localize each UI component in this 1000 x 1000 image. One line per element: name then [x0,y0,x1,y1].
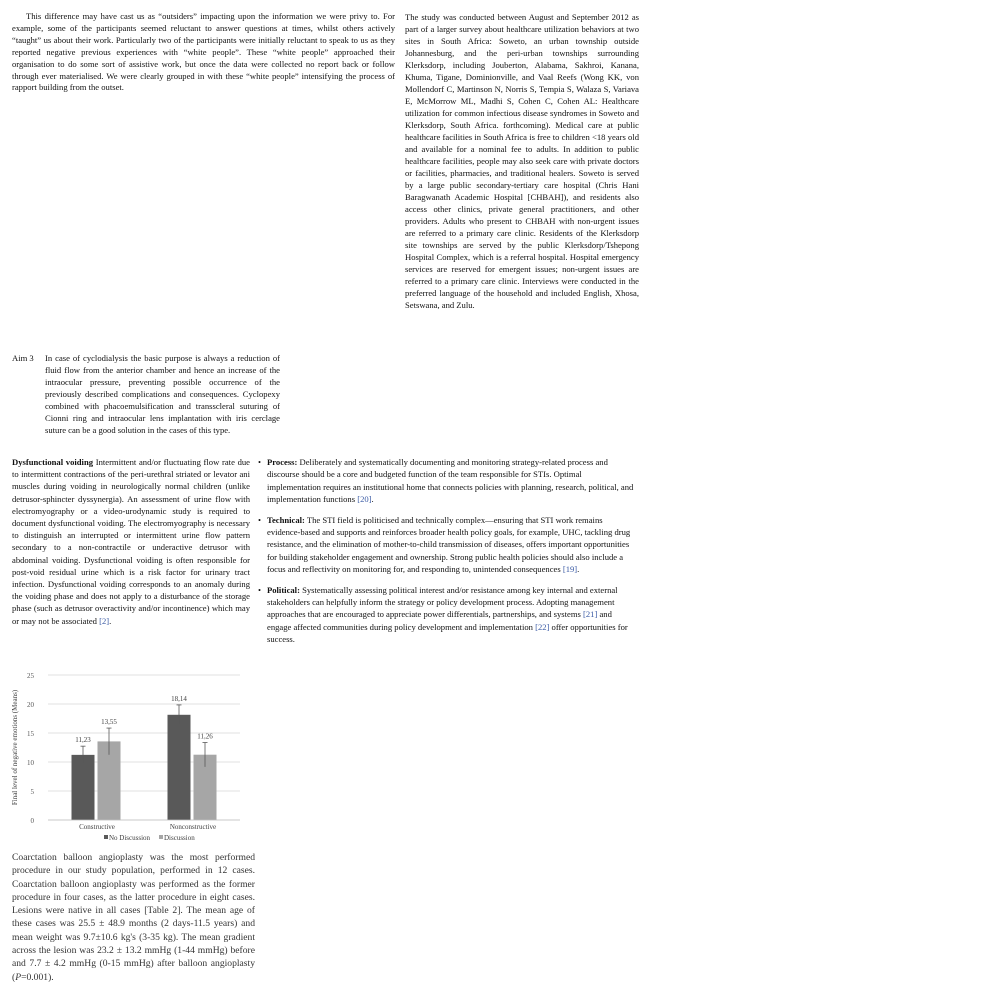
bullet-marker: • [258,584,262,595]
list-item-term: Political: [267,584,300,595]
citation-link[interactable]: [22] [535,621,550,632]
x-tick-label: Nonconstructive [169,823,217,831]
definition-text: Intermittent and/or fluctuating flow rate due to intermittent contractions of the peri-urethral striated or levator ani muscles during voiding in neurologically normal children (unlike detrusor-sphincter dyssynergia). An assessment of urine flow with electromyography or a video-urodynamic study is required to document dysfunctional voiding. The electromyography is necessary to distinguish an interrupted or intermittent urine flow pattern secondary to a non-contractile or underactive detrusor with abdominal voiding. Dysfunctional voiding is often responsible for post-void residual urine which is a risk factor for urinary tract infection. Dysfunctional voiding corresponds to an anomaly during the voiding phase and does not apply to a disturbance of the storage phase (such as detrusor overactivity and/or incontinence) which may or may not be associated [12,457,250,626]
definition-dysfunctional-voiding: Dysfunctional voiding Intermittent and/or fluctuating flow rate due to intermittent contractions of the peri-urethral striated or levator ani muscles during voiding in neurologically normal children (unlike detrusor-sphincter dyssynergia). An assessment of urine flow with electromyography or a video-urodynamic study is required to document dysfunctional voiding. The electromyography is necessary to distinguish an interrupted or intermittent urine flow pattern secondary to a non-contractile or underactive detrusor with abdominal voiding. Dysfunctional voiding is often responsible for post-void residual urine which is a risk factor for urinary tract infection. Dysfunctional voiding corresponds to an anomaly during the voiding phase and does not apply to a disturbance of the storage phase (such as detrusor overactivity and/or incontinence) which may or may not be associated [2]. [12,457,250,626]
aim-label: Aim 3 [12,353,34,363]
list-item-term: Technical: [267,514,305,525]
aim-3-item [12,352,280,436]
bar-chart [8,665,248,845]
body-paragraph-outsiders: This difference may have cast us as “outsiders” impacting upon the information we were privy to. For example, some of the participants seemed reluctant to answer questions at times, whilst others actively “taught” us about their work. Particularly two of the participants were initially reluctant to speak to us as they reported negative previous experiences with “white people”. These “white people” approached their organisation to do some sort of assistive work, but once the data were collected no report back or follow through ever materialised. We were clearly grouped in with these “white people” intensifying the process of rapport building from the outset. [12,11,395,93]
citation-link[interactable]: [20] [357,494,372,505]
list-item-process: • Process: Deliberately and systematically documenting and monitoring strategy-related process and discourse should be a core and budgeted function of the team responsible for STIs. Optimal implementation requires an institutional home that connects policies with planning, research, political, and implementation functions [20]. [258,457,634,505]
data-label: 18,14 [171,694,187,703]
definition-term: Dysfunctional voiding [12,457,94,467]
list-item-technical: • Technical: The STI field is politicised and technically complex—ensuring that STI work remains evidence-based and supports and reinforces broader health policy goals, for example, UHC, tackling drug resistance, and the elimination of mother-to-child transmission of diseases, offers important opportunities for building stakeholder engagement and ownership. Strong public health policies should also include a focus and reflectivity on monitoring for, and responding to, unintended consequences [19]. [258,514,631,575]
y-axis-label: Final level of negative emotions (Means) [11,689,19,806]
data-label: 13,55 [101,718,117,727]
citation-link[interactable]: [2] [99,615,110,626]
bar [168,715,191,820]
body-paragraph-study-setting: The study was conducted between August and September 2012 as part of a larger survey about healthcare utilization behaviors at two sites in South Africa: Soweto, an urban township outside Johannesburg, and the peri-urban townships surrounding Klerksdorp, including Jouberton, Alabama, Sakhroi, Kanana, Khuma, Tigane, Dominionville, and Vaal Reefs (Wong KK, von Mollendorf C, Martinson N, Norris S, Tempia S, Walaza S, Variava E, McMorrow ML, Madhi S, Cohen C, Cohen AL: Healthcare utilization for common infectious disease syndromes in Soweto and Klerksdorp, South Africa. forthcoming). Medical care at public healthcare facilities in South Africa is free to children <18 years old and available for a nominal fee to adults. In addition to public healthcare facilities, people may also seek care with private doctors or facilities, pharmacies, and traditional healers. Soweto is served by a large public secondary-tertiary care hospital (Chris Hani Baragwanath Academic Hospital [CHBAH]), and residents also access other clinics, private general practitioners, and other providers. Adults who present to CHBAH with non-urgent issues are referred to a primary care clinic. Residents of the Klerksdorp site townships are served by the public Klerksdorp/Tshepong Hospital Complex, which is a referral hospital. Hospital emergency services are reserved for emergent issues; non-urgent issues are referred to a primary care clinic. Interviews were conducted in the preferred language of the household and included English, Xhosa, Setswana, and Zulu. [405,12,639,310]
citation-link[interactable]: [19] [562,564,578,575]
data-label: 11,23 [75,736,91,745]
x-tick-label: Constructive [79,823,115,831]
list-item-term: Process: [267,457,298,467]
legend-swatch [104,835,108,839]
legend-label: Discussion [164,834,195,842]
y-tick-label: 15 [27,730,34,738]
y-tick-label: 5 [30,788,34,796]
y-tick-label: 20 [27,701,34,709]
aim-text: In case of cyclodialysis the basic purpose is always a reduction of fluid flow from the anterior chamber and hence an increase of the intraocular pressure, preventing possible occurrence of the previously described complications and consequences. Cyclopexy combined with phacoemulsification and transscleral suturing of Cionni ring and intraocular lens implantation with iris cerclage suture can be a good solution in the cases of this type. [45,353,280,435]
legend-swatch [159,835,163,839]
bullet-marker: • [258,514,262,525]
y-tick-label: 0 [30,817,34,825]
y-tick-label: 10 [27,759,34,767]
recommendation-list [258,456,636,654]
bullet-marker: • [258,457,262,467]
citation-link[interactable]: [21] [583,609,598,620]
bar [72,755,95,820]
body-paragraph-coarctation: Coarctation balloon angioplasty was the most performed procedure in our study population, performed in 12 cases. Coarctation balloon angioplasty was performed as the former procedure in four cases, as the latter procedure in eight cases. Lesions were native in all cases [Table 2]. The mean age of these cases was 25.5 ± 48.9 months (2 days-11.5 years) and mean weight was 9.7±10.6 kg's (3-35 kg). The mean gradient across the lesion was 23.2 ± 13.2 mmHg (1-44 mmHg) before and 7.7 ± 4.2 mmHg (0-15 mmHg) after balloon angioplasty (P=0.001). [12,852,255,983]
legend-label: No Discussion [109,834,151,842]
data-label: 11,26 [197,732,213,741]
y-tick-label: 25 [27,672,34,680]
list-item-political: • Political: Systematically assessing political interest and/or resistance among key internal and external stakeholders can helpfully inform the strategy or policy development process. Adopting management approaches that are encouraged to appreciate power differentials, partnerships, and systems [21] and engage affected communities during policy development and implementation [22] offer opportunities for success. [258,584,628,645]
